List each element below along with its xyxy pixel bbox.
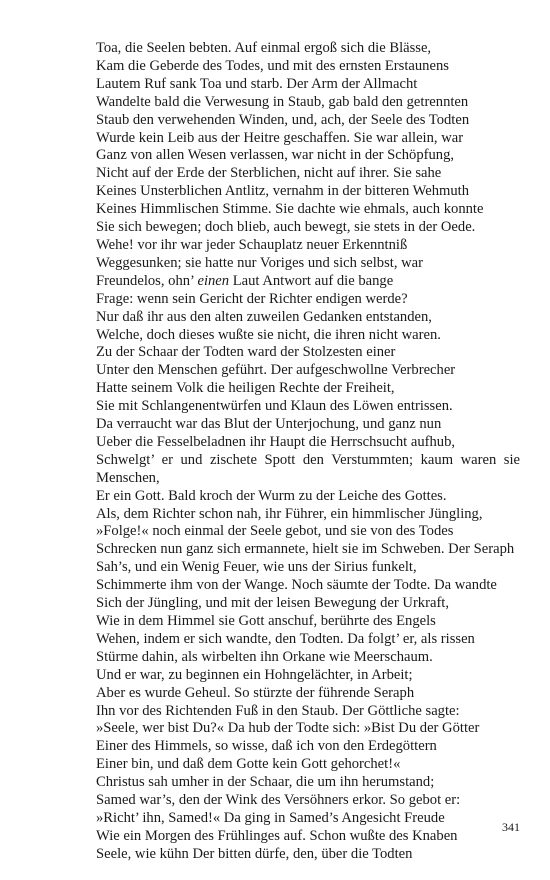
text-line: Lautem Ruf sank Toa und starb. Der Arm der Allmacht — [96, 75, 418, 92]
text-line: Nur daß ihr aus den alten zuweilen Gedanken entstanden, — [96, 308, 432, 325]
text-line: Stürme dahin, als wirbelten ihn Orkane wie Meerschaum. — [96, 648, 433, 665]
text-line: Wehen, indem er sich wandte, den Todten. Da folgt’ er, als rissen — [96, 630, 475, 647]
text-line: Toa, die Seelen bebten. Auf einmal ergoß sich die Blässe, — [96, 40, 432, 56]
poem-text-block — [96, 40, 520, 864]
text-line: Ihn vor des Richtenden Fuß in den Staub. Der Göttliche sagte: — [96, 702, 460, 719]
emphasized-word: einen — [197, 272, 230, 289]
text-line: Menschen, — [96, 469, 160, 486]
text-line: Ueber die Fesselbeladnen ihr Haupt die Herrschsucht aufhub, — [96, 433, 456, 450]
text-line — [96, 273, 520, 291]
text-line: Da verraucht war das Blut der Unterjochung, und ganz nun — [96, 416, 442, 433]
text-line: Schrecken nun ganz sich ermannete, hielt sie im Schweben. Der Seraph — [96, 541, 515, 558]
text-line: Christus sah umher in der Schaar, die um ihn herumstand; — [96, 774, 435, 791]
page-number: 341 — [502, 820, 520, 834]
text-line: Kam die Geberde des Todes, und mit des ernsten Erstaunens — [96, 57, 449, 74]
text-line: Und er war, zu beginnen ein Hohngelächter, in Arbeit; — [96, 666, 413, 683]
text-line-part: Laut Antwort auf die bange — [229, 272, 394, 289]
text-line: Zu der Schaar der Todten ward der Stolzesten einer — [96, 344, 396, 361]
text-line: Wandelte bald die Verwesung in Staub, gab bald den getrennten — [96, 93, 469, 110]
text-line: Staub den verwehenden Winden, und, ach, der Seele des Todten — [96, 111, 470, 128]
text-line: Wehe! vor ihr war jeder Schauplatz neuer Erkenntniß — [96, 236, 408, 253]
text-line: Sie sich bewegen; doch blieb, auch bewegt, sie stets in der Oede. — [96, 219, 476, 236]
text-line: Einer des Himmels, so wisse, daß ich von den Erdegöttern — [96, 738, 437, 755]
text-line: »Seele, wer bist Du?« Da hub der Todte sich: »Bist Du der Götter — [96, 720, 480, 737]
text-line-part: Freundelos, ohn’ — [96, 272, 198, 289]
text-line: Einer bin, und daß dem Gotte kein Gott gehorchet!« — [96, 756, 401, 773]
text-line: Schimmerte ihm von der Wange. Noch säumte der Todte. Da wandte — [96, 577, 497, 594]
text-line: Sich der Jüngling, und mit der leisen Bewegung der Urkraft, — [96, 595, 450, 612]
text-line: Wurde kein Leib aus der Heitre geschaffen. Sie war allein, war — [96, 129, 464, 146]
text-line: Wie in dem Himmel sie Gott anschuf, berührte des Engels — [96, 613, 436, 629]
text-line: Keines Himmlischen Stimme. Sie dachte wie ehmals, auch konnte — [96, 201, 484, 218]
text-line: Ganz von allen Wesen verlassen, war nicht in der Schöpfung, — [96, 147, 455, 164]
text-line: Er ein Gott. Bald kroch der Wurm zu der Leiche des Gottes. — [96, 487, 447, 504]
text-line: Frage: wenn sein Gericht der Richter endigen werde? — [96, 290, 408, 307]
text-line: Unter den Menschen geführt. Der aufgeschwollne Verbrecher — [96, 362, 456, 379]
text-line: Schwelgt’ er und zischete Spott den Verstummten; kaum waren sie — [96, 451, 520, 468]
text-line: Seele, wie kühn Der bitten dürfe, den, über die Todten — [96, 845, 413, 862]
text-line: Als, dem Richter schon nah, ihr Führer, ein himmlischer Jüngling, — [96, 505, 483, 522]
text-line: Aber es wurde Geheul. So stürzte der führende Seraph — [96, 684, 415, 701]
text-line: Samed war’s, den der Wink des Versöhners erkor. So gebot er: — [96, 792, 461, 809]
text-line: Sie mit Schlangenentwürfen und Klaun des Löwen entrissen. — [96, 398, 453, 415]
text-line: Weggesunken; sie hatte nur Voriges und sich selbst, war — [96, 254, 423, 271]
text-line: Nicht auf der Erde der Sterblichen, nicht auf ihrer. Sie sahe — [96, 165, 442, 182]
text-line: Hatte seinem Volk die heiligen Rechte der Freiheit, — [96, 380, 395, 397]
text-line: Welche, doch dieses wußte sie nicht, die ihren nicht waren. — [96, 326, 441, 343]
text-line: Wie ein Morgen des Frühlinges auf. Schon wußte des Knaben — [96, 827, 458, 844]
text-line: Sah’s, und ein Wenig Feuer, wie uns der Sirius funkelt, — [96, 559, 417, 576]
text-line: Keines Unsterblichen Antlitz, vernahm in der bitteren Wehmuth — [96, 183, 470, 200]
text-line: »Folge!« noch einmal der Seele gebot, und sie von des Todes — [96, 523, 454, 540]
text-line: »Richt’ ihn, Samed!« Da ging in Samed’s Angesicht Freude — [96, 809, 445, 826]
